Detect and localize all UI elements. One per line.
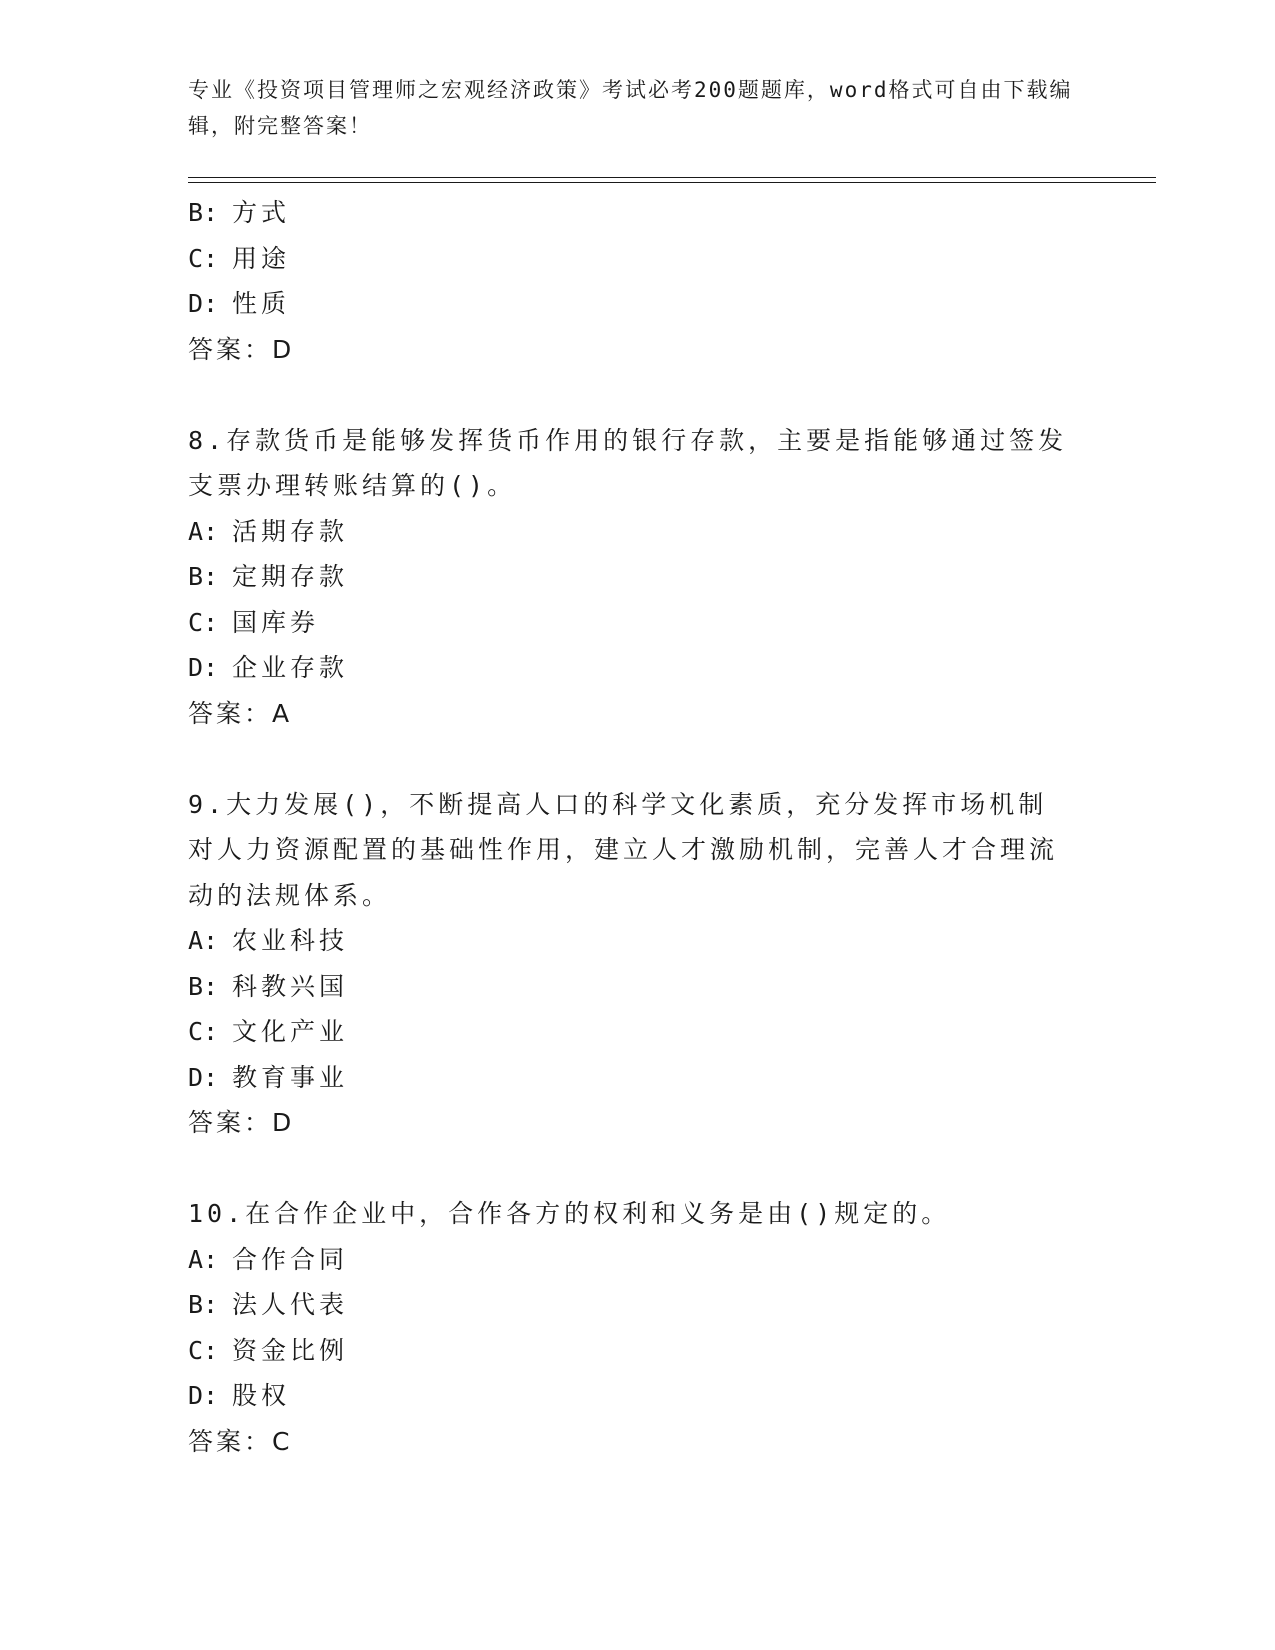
option-a: A: 农业科技 xyxy=(188,926,349,955)
option-c: C: 资金比例 xyxy=(188,1335,349,1365)
spacer xyxy=(188,372,1068,418)
option-b: B: 方式 xyxy=(188,198,291,227)
answer-line: 答案：A xyxy=(188,698,293,728)
option-a: A: 活期存款 xyxy=(188,516,349,546)
option-d: D: 企业存款 xyxy=(188,653,349,682)
option-c: C: 用途 xyxy=(188,243,291,273)
option-d: D: 教育事业 xyxy=(188,1062,349,1092)
document-header: 专业《投资项目管理师之宏观经济政策》考试必考200题题库，word格式可自由下载编辑，附完整答案！ xyxy=(188,78,1073,138)
question-stem: 9.大力发展()，不断提高人口的科学文化素质，充分发挥市场机制对人力资源配置的基础性作用，建立人才激励机制，完善人才合理流动的法规体系。 xyxy=(188,789,1059,910)
spacer xyxy=(188,1146,1068,1192)
option-c: C: 国库券 xyxy=(188,607,320,637)
spacer xyxy=(188,736,1068,782)
header-divider xyxy=(188,177,1156,183)
option-b: B: 定期存款 xyxy=(188,562,349,591)
question-stem: 10.在合作企业中，合作各方的权利和义务是由()规定的。 xyxy=(188,1199,951,1228)
answer-line: 答案：D xyxy=(188,334,295,364)
option-b: B: 法人代表 xyxy=(188,1290,349,1319)
option-c: C: 文化产业 xyxy=(188,1017,349,1046)
option-a: A: 合作合同 xyxy=(188,1244,349,1274)
answer-line: 答案：C xyxy=(188,1426,293,1456)
option-d: D: 性质 xyxy=(188,289,291,318)
question-stem: 8.存款货币是能够发挥货币作用的银行存款，主要是指能够通过签发支票办理转账结算的()。 xyxy=(188,425,1068,500)
question-10 xyxy=(188,1191,1068,1464)
question-content xyxy=(188,190,1068,1464)
option-b: B: 科教兴国 xyxy=(188,971,349,1001)
question-8 xyxy=(188,418,1068,737)
option-d: D: 股权 xyxy=(188,1381,291,1410)
question-7-tail xyxy=(188,190,1068,372)
question-9 xyxy=(188,782,1068,1146)
answer-line: 答案：D xyxy=(188,1108,295,1137)
